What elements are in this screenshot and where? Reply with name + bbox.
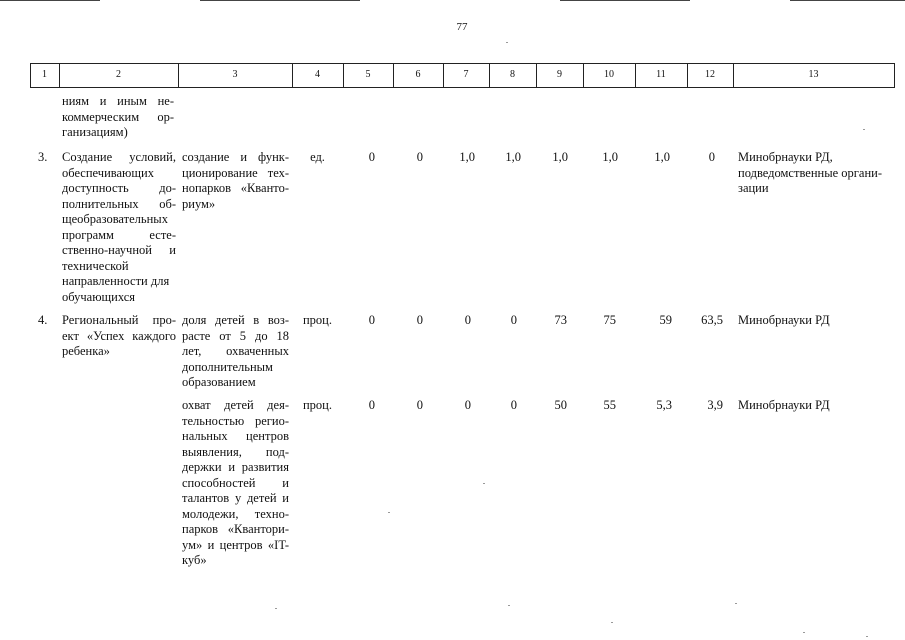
text-line: расте от 5 до 18 bbox=[182, 328, 289, 343]
row-3-value-col10: 1,0 bbox=[602, 150, 618, 164]
row-3-value-col7: 1,0 bbox=[459, 150, 475, 164]
scan-edge bbox=[200, 0, 360, 1]
scan-speck bbox=[388, 512, 390, 513]
text-line: нальных центров bbox=[182, 429, 289, 443]
scan-edge bbox=[0, 0, 100, 1]
scan-speck bbox=[506, 42, 508, 43]
row-4-value-col10: 75 bbox=[603, 313, 616, 327]
row-4b-value-col11: 5,3 bbox=[656, 398, 672, 412]
scan-speck bbox=[611, 622, 613, 623]
text-line: направленности для bbox=[62, 274, 170, 288]
scan-speck bbox=[863, 129, 865, 130]
row-3-value-col9: 1,0 bbox=[552, 150, 568, 164]
scan-speck bbox=[275, 608, 277, 609]
header-col-1: 1 bbox=[42, 69, 47, 80]
row-4b-responsible bbox=[738, 398, 892, 414]
row-4-name bbox=[62, 313, 176, 360]
text-line: ект «Успех каждого bbox=[62, 328, 176, 343]
scan-speck bbox=[866, 636, 868, 637]
text-line: ственно-научной и bbox=[62, 243, 176, 257]
row-4-value-col12: 63,5 bbox=[701, 313, 723, 327]
row-4b-value-col9: 50 bbox=[554, 398, 567, 412]
row-4-unit: проц. bbox=[302, 313, 332, 327]
text-line: технической bbox=[62, 258, 129, 273]
text-line: парков «Квантори- bbox=[182, 522, 289, 536]
scan-edge bbox=[560, 0, 690, 1]
row-4-indicator bbox=[182, 313, 289, 391]
text-line: лет, охваченных bbox=[182, 344, 289, 358]
row-4b-value-col12: 3,9 bbox=[707, 398, 723, 412]
text-line: нопарков «Кванто- bbox=[182, 181, 289, 195]
header-col-7: 7 bbox=[463, 69, 469, 80]
col-divider bbox=[894, 63, 895, 87]
header-col-9: 9 bbox=[557, 69, 562, 80]
table-header-bottom-border bbox=[30, 87, 895, 88]
header-col-6: 6 bbox=[415, 69, 421, 80]
scan-speck bbox=[735, 603, 737, 604]
header-col-3: 3 bbox=[232, 69, 238, 80]
row-3-number: 3. bbox=[38, 150, 48, 164]
text-line: риум» bbox=[182, 196, 216, 211]
row-4-value-col5: 0 bbox=[368, 313, 375, 327]
row-4-value-col11: 59 bbox=[659, 313, 672, 327]
row-4b-value-col5: 0 bbox=[368, 398, 375, 412]
text-line: куб» bbox=[182, 553, 207, 567]
text-line: программ есте- bbox=[62, 227, 176, 242]
text-line: тельностью регио- bbox=[182, 413, 289, 428]
row-3-indicator bbox=[182, 150, 289, 212]
text-line: Создание условий, bbox=[62, 150, 176, 164]
header-col-5: 5 bbox=[365, 69, 371, 80]
row-4-value-col8: 0 bbox=[510, 313, 517, 327]
scan-speck bbox=[803, 632, 805, 633]
text-line: Минобрнауки РД bbox=[738, 313, 830, 327]
row-3-name bbox=[62, 150, 176, 305]
header-col-2: 2 bbox=[116, 69, 121, 80]
header-col-13: 13 bbox=[808, 69, 819, 80]
scan-speck bbox=[508, 605, 510, 606]
text-line: ребенка» bbox=[62, 344, 110, 358]
row-3-unit: ед. bbox=[310, 150, 325, 164]
row-3-responsible bbox=[738, 150, 892, 197]
row-3-value-col6: 0 bbox=[416, 150, 423, 164]
row-4-value-col7: 0 bbox=[464, 313, 471, 327]
text-line: создание и функ- bbox=[182, 150, 289, 164]
row-4-responsible bbox=[738, 313, 892, 329]
text-line: обучающихся bbox=[62, 289, 136, 304]
text-line: коммерческим ор- bbox=[62, 109, 174, 124]
text-line: зации bbox=[738, 181, 769, 195]
text-line: подведомственные органи- bbox=[738, 165, 882, 180]
header-col-8: 8 bbox=[510, 69, 515, 80]
row-4-value-col6: 0 bbox=[416, 313, 423, 327]
text-line: доступность до- bbox=[62, 181, 176, 195]
text-line: способностей и bbox=[182, 475, 289, 490]
row-4-value-col9: 73 bbox=[554, 313, 567, 327]
row-3-value-col8: 1,0 bbox=[505, 150, 521, 164]
row-4b-value-col10: 55 bbox=[603, 398, 616, 412]
header-col-12: 12 bbox=[705, 69, 715, 80]
row-3-value-col11: 1,0 bbox=[654, 150, 670, 164]
row-4b-value-col7: 0 bbox=[464, 398, 471, 412]
page-number: 77 bbox=[456, 21, 468, 33]
text-line: Региональный про- bbox=[62, 313, 176, 327]
row-3-value-col5: 0 bbox=[368, 150, 375, 164]
text-line: Минобрнауки РД bbox=[738, 398, 830, 412]
text-line: обеспечивающих bbox=[62, 165, 154, 180]
text-line: выявления, под- bbox=[182, 444, 289, 459]
row-4b-indicator bbox=[182, 398, 289, 569]
text-line: образованием bbox=[182, 375, 256, 389]
text-line: Минобрнауки РД, bbox=[738, 150, 833, 164]
continuation-text bbox=[62, 94, 174, 141]
text-line: ционирование тех- bbox=[182, 165, 289, 180]
row-4b-unit: проц. bbox=[302, 398, 332, 412]
header-col-11: 11 bbox=[656, 69, 666, 80]
row-4b-value-col6: 0 bbox=[416, 398, 423, 412]
text-line: ганизациям) bbox=[62, 125, 128, 139]
text-line: доля детей в воз- bbox=[182, 313, 289, 327]
row-4b-value-col8: 0 bbox=[510, 398, 517, 412]
text-line: охват детей дея- bbox=[182, 398, 289, 412]
text-line: ниям и иным не- bbox=[62, 94, 174, 108]
scan-edge bbox=[790, 0, 905, 1]
text-line: ум» и центров «IT- bbox=[182, 537, 289, 552]
scan-speck bbox=[483, 483, 485, 484]
text-line: молодежи, техно- bbox=[182, 506, 289, 521]
text-line: талантов у детей и bbox=[182, 491, 289, 505]
text-line: щеобразовательных bbox=[62, 212, 168, 226]
header-col-4: 4 bbox=[315, 69, 320, 80]
row-4-number: 4. bbox=[38, 313, 48, 327]
text-line: дополнительным bbox=[182, 359, 273, 374]
text-line: держки и развития bbox=[182, 460, 289, 474]
text-line: полнительных об- bbox=[62, 196, 176, 211]
row-3-value-col12: 0 bbox=[708, 150, 715, 164]
header-col-10: 10 bbox=[604, 69, 614, 80]
